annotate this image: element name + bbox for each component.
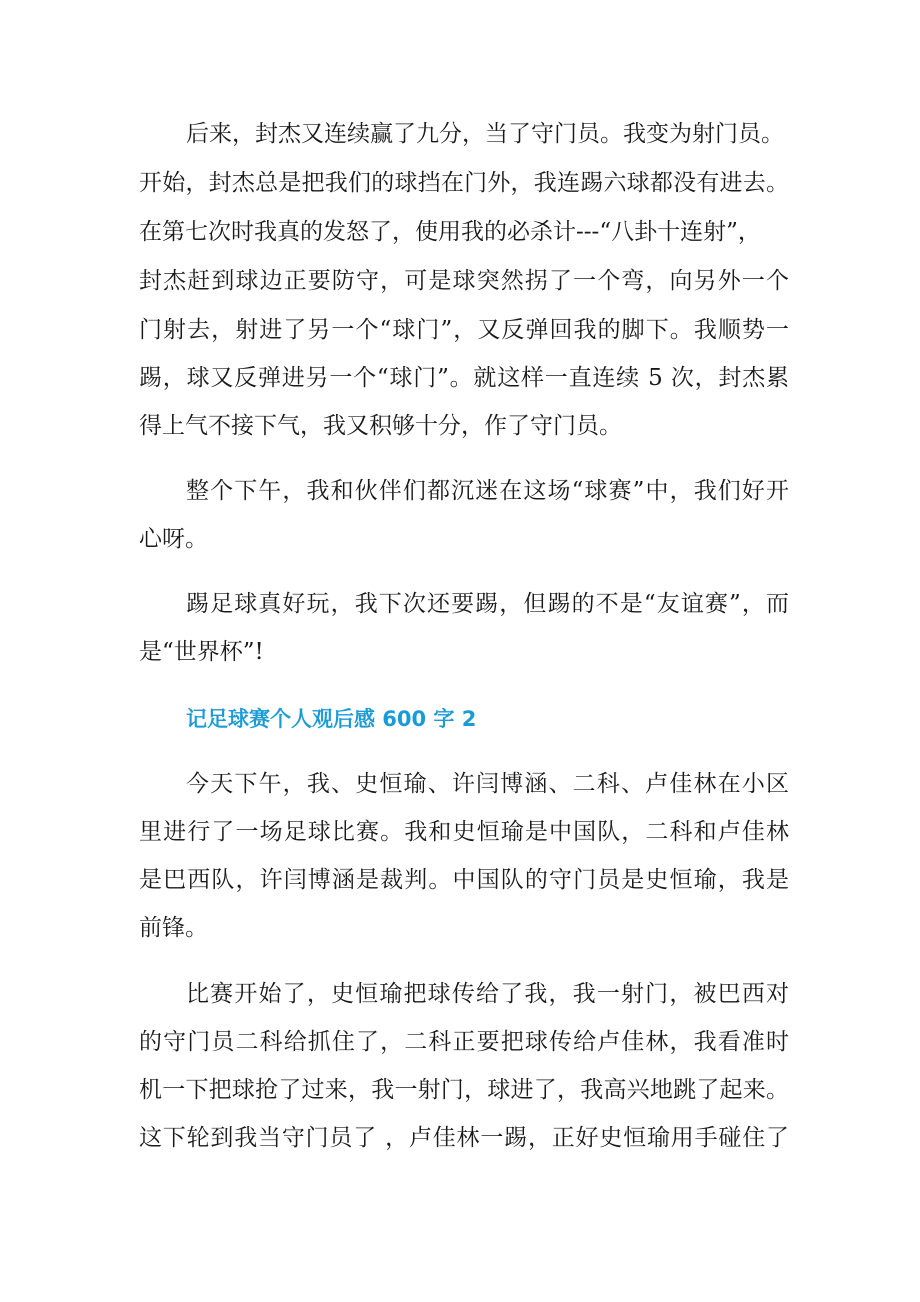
paragraph-2-line-1: 整个下午，我和伙伴们都沉迷在这场“球赛”中，我们好开	[186, 478, 789, 504]
paragraph-1-line-6: 踢，球又反弹进另一个“球门”。就这样一直连续 5 次，封杰累	[139, 365, 789, 391]
section-heading: 记足球赛个人观后感 600 字 2	[186, 707, 477, 731]
paragraph-4-line-2: 里进行了一场足球比赛。我和史恒瑜是中国队，二科和卢佳林	[139, 819, 789, 845]
paragraph-4-line-3: 是巴西队，许闫博涵是裁判。中国队的守门员是史恒瑜，我是	[139, 867, 789, 893]
paragraph-5-line-1: 比赛开始了，史恒瑜把球传给了我，我一射门，被巴西对	[186, 981, 789, 1007]
paragraph-1-line-3: 在第七次时我真的发怒了，使用我的必杀计---“八卦十连射”，	[139, 219, 761, 245]
paragraph-5-line-2: 的守门员二科给抓住了，二科正要把球传给卢佳林，我看准时	[139, 1029, 789, 1055]
paragraph-3-line-1: 踢足球真好玩，我下次还要踢，但踢的不是“友谊赛”，而	[186, 591, 789, 617]
paragraph-4-line-4: 前锋。	[139, 915, 208, 941]
paragraph-1-line-5: 门射去，射进了另一个“球门”，又反弹回我的脚下。我顺势一	[139, 317, 789, 343]
paragraph-1-line-1: 后来，封杰又连续赢了九分，当了守门员。我变为射门员。	[186, 121, 784, 147]
paragraph-3-line-2: 是“世界杯”!	[139, 639, 264, 665]
paragraph-4-line-1: 今天下午，我、史恒瑜、许闫博涵、二科、卢佳林在小区	[186, 771, 789, 797]
paragraph-1-line-7: 得上气不接下气，我又积够十分，作了守门员。	[139, 413, 622, 439]
paragraph-1-line-4: 封杰赶到球边正要防守，可是球突然拐了一个弯，向另外一个	[139, 268, 789, 294]
paragraph-5-line-3: 机一下把球抢了过来，我一射门，球进了，我高兴地跳了起来。	[139, 1077, 789, 1103]
paragraph-5-line-4: 这下轮到我当守门员了 ，卢佳林一踢，正好史恒瑜用手碰住了	[139, 1125, 789, 1151]
paragraph-1-line-2: 开始，封杰总是把我们的球挡在门外，我连踢六球都没有进去。	[139, 170, 789, 196]
paragraph-2-line-2: 心呀。	[139, 526, 208, 552]
